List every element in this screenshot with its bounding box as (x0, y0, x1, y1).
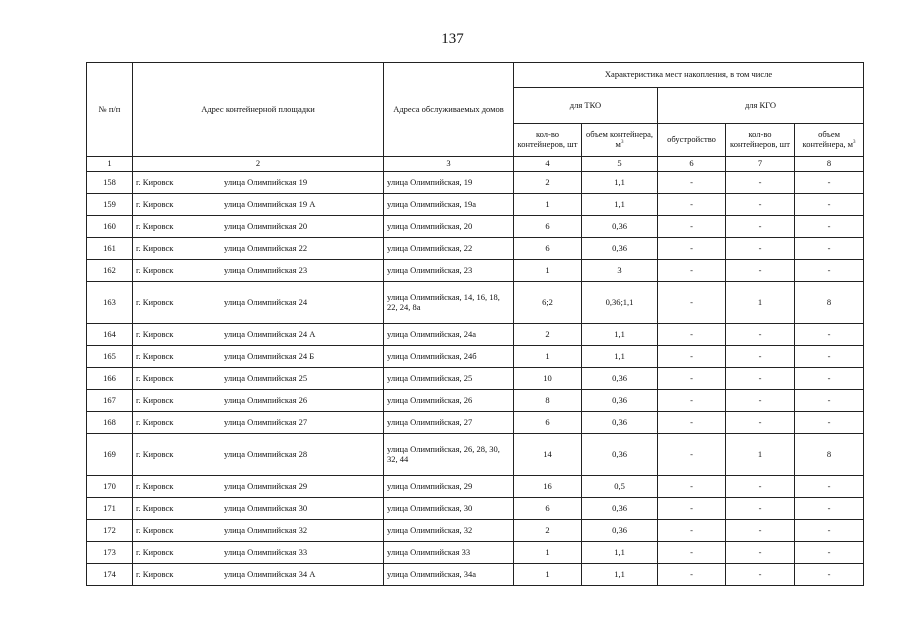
kgo-count: - (726, 172, 795, 194)
header-tko-count: кол-во контейнеров, шт (514, 124, 582, 157)
served-houses: улица Олимпийская, 25 (384, 368, 514, 390)
kgo-volume: - (795, 346, 864, 368)
site-city: г. Кировск (136, 546, 174, 557)
served-houses: улица Олимпийская, 19 (384, 172, 514, 194)
served-houses: улица Олимпийская, 24б (384, 346, 514, 368)
served-houses: улица Олимпийская, 20 (384, 216, 514, 238)
site-street: улица Олимпийская 24 (224, 296, 308, 307)
tko-count: 1 (514, 542, 582, 564)
column-index: 5 (582, 157, 658, 172)
served-houses: улица Олимпийская, 23 (384, 260, 514, 282)
site-address (133, 238, 384, 260)
site-street: улица Олимпийская 24 А (224, 328, 316, 339)
site-street: улица Олимпийская 33 (224, 546, 308, 557)
kgo-volume: 8 (795, 434, 864, 476)
kgo-equip: - (658, 498, 726, 520)
site-address (133, 260, 384, 282)
row-number: 168 (87, 412, 133, 434)
row-number: 164 (87, 324, 133, 346)
site-city: г. Кировск (136, 264, 174, 275)
kgo-volume: 8 (795, 282, 864, 324)
tko-volume: 1,1 (582, 564, 658, 586)
tko-volume: 0,36 (582, 390, 658, 412)
column-index: 2 (133, 157, 384, 172)
site-address (133, 194, 384, 216)
site-city: г. Кировск (136, 372, 174, 383)
kgo-count: - (726, 238, 795, 260)
site-address (133, 216, 384, 238)
table-row (87, 412, 864, 434)
kgo-volume: - (795, 368, 864, 390)
site-address (133, 346, 384, 368)
kgo-volume: - (795, 498, 864, 520)
row-number: 161 (87, 238, 133, 260)
header-characteristic: Характеристика мест накопления, в том числе (514, 63, 864, 88)
table-row (87, 476, 864, 498)
tko-count: 6;2 (514, 282, 582, 324)
site-street: улица Олимпийская 25 (224, 372, 308, 383)
tko-volume: 1,1 (582, 324, 658, 346)
kgo-volume: - (795, 194, 864, 216)
table-row (87, 498, 864, 520)
column-index: 3 (384, 157, 514, 172)
kgo-volume: - (795, 216, 864, 238)
kgo-volume: - (795, 412, 864, 434)
tko-volume: 0,36;1,1 (582, 282, 658, 324)
kgo-count: - (726, 542, 795, 564)
served-houses: улица Олимпийская, 27 (384, 412, 514, 434)
site-city: г. Кировск (136, 448, 174, 459)
site-street: улица Олимпийская 27 (224, 416, 308, 427)
served-houses: улица Олимпийская, 26, 28, 30, 32, 44 (384, 434, 514, 476)
site-address (133, 498, 384, 520)
row-number: 170 (87, 476, 133, 498)
site-city: г. Кировск (136, 350, 174, 361)
served-houses: улица Олимпийская 33 (384, 542, 514, 564)
kgo-count: - (726, 520, 795, 542)
tko-count: 8 (514, 390, 582, 412)
served-houses: улица Олимпийская, 19а (384, 194, 514, 216)
site-address (133, 368, 384, 390)
header-kgo-volume: объем контейнера, $м^3$ (795, 124, 864, 157)
row-number: 167 (87, 390, 133, 412)
site-city: г. Кировск (136, 502, 174, 513)
row-number: 174 (87, 564, 133, 586)
column-index: 4 (514, 157, 582, 172)
row-number: 159 (87, 194, 133, 216)
site-street: улица Олимпийская 28 (224, 448, 308, 459)
tko-volume: 0,36 (582, 520, 658, 542)
site-city: г. Кировск (136, 524, 174, 535)
served-houses: улица Олимпийская, 26 (384, 390, 514, 412)
row-number: 173 (87, 542, 133, 564)
site-address (133, 434, 384, 476)
row-number: 171 (87, 498, 133, 520)
kgo-volume: - (795, 476, 864, 498)
site-street: улица Олимпийская 24 Б (224, 350, 315, 361)
tko-count: 2 (514, 324, 582, 346)
site-street: улица Олимпийская 32 (224, 524, 308, 535)
kgo-equip: - (658, 412, 726, 434)
row-number: 165 (87, 346, 133, 368)
row-number: 163 (87, 282, 133, 324)
site-address (133, 172, 384, 194)
kgo-volume: - (795, 390, 864, 412)
served-houses: улица Олимпийская, 29 (384, 476, 514, 498)
kgo-equip: - (658, 476, 726, 498)
table-row (87, 260, 864, 282)
kgo-count: - (726, 498, 795, 520)
tko-volume: 1,1 (582, 542, 658, 564)
column-index: 7 (726, 157, 795, 172)
tko-count: 1 (514, 194, 582, 216)
tko-count: 14 (514, 434, 582, 476)
tko-volume: 0,36 (582, 434, 658, 476)
tko-volume: 0,36 (582, 412, 658, 434)
kgo-equip: - (658, 238, 726, 260)
kgo-count: - (726, 194, 795, 216)
site-city: г. Кировск (136, 198, 174, 209)
site-city: г. Кировск (136, 394, 174, 405)
row-number: 162 (87, 260, 133, 282)
kgo-equip: - (658, 216, 726, 238)
kgo-volume: - (795, 172, 864, 194)
row-number: 160 (87, 216, 133, 238)
tko-volume: 1,1 (582, 346, 658, 368)
tko-count: 6 (514, 412, 582, 434)
site-city: г. Кировск (136, 220, 174, 231)
header-served: Адреса обслуживаемых домов (384, 63, 514, 157)
served-houses: улица Олимпийская, 24а (384, 324, 514, 346)
table-row (87, 282, 864, 324)
kgo-count: - (726, 346, 795, 368)
site-city: г. Кировск (136, 242, 174, 253)
kgo-count: - (726, 564, 795, 586)
kgo-volume: - (795, 260, 864, 282)
site-street: улица Олимпийская 26 (224, 394, 308, 405)
header-address: Адрес контейнерной площадки (133, 63, 384, 157)
table-row (87, 520, 864, 542)
site-address (133, 520, 384, 542)
tko-count: 1 (514, 346, 582, 368)
site-street: улица Олимпийская 34 А (224, 568, 316, 579)
table-row (87, 238, 864, 260)
site-street: улица Олимпийская 19 А (224, 198, 316, 209)
site-address (133, 476, 384, 498)
kgo-equip: - (658, 172, 726, 194)
kgo-count: 1 (726, 434, 795, 476)
served-houses: улица Олимпийская, 32 (384, 520, 514, 542)
kgo-volume: - (795, 542, 864, 564)
kgo-equip: - (658, 564, 726, 586)
kgo-equip: - (658, 324, 726, 346)
site-street: улица Олимпийская 19 (224, 176, 308, 187)
site-street: улица Олимпийская 29 (224, 480, 308, 491)
tko-volume: 0,36 (582, 238, 658, 260)
site-street: улица Олимпийская 23 (224, 264, 308, 275)
tko-volume: 0,36 (582, 498, 658, 520)
kgo-equip: - (658, 520, 726, 542)
table-row (87, 346, 864, 368)
site-city: г. Кировск (136, 416, 174, 427)
column-index: 1 (87, 157, 133, 172)
tko-volume: 3 (582, 260, 658, 282)
header-kgo-count: кол-во контейнеров, шт (726, 124, 795, 157)
kgo-equip: - (658, 390, 726, 412)
site-address (133, 564, 384, 586)
table-row (87, 564, 864, 586)
kgo-count: - (726, 324, 795, 346)
header-num: № п/п (87, 63, 133, 157)
header-tko: для ТКО (514, 88, 658, 124)
container-sites-table (86, 62, 864, 586)
served-houses: улица Олимпийская, 30 (384, 498, 514, 520)
table-row (87, 368, 864, 390)
site-address (133, 542, 384, 564)
table-row (87, 542, 864, 564)
kgo-equip: - (658, 194, 726, 216)
table-body (87, 172, 864, 586)
tko-volume: 0,36 (582, 216, 658, 238)
page-number: 137 (441, 31, 464, 47)
kgo-count: - (726, 412, 795, 434)
table-row (87, 216, 864, 238)
kgo-volume: - (795, 238, 864, 260)
tko-count: 6 (514, 238, 582, 260)
tko-count: 2 (514, 520, 582, 542)
table-row (87, 324, 864, 346)
table-row (87, 172, 864, 194)
site-city: г. Кировск (136, 480, 174, 491)
served-houses: улица Олимпийская, 14, 16, 18, 22, 24, 8а (384, 282, 514, 324)
tko-volume: 1,1 (582, 172, 658, 194)
tko-count: 1 (514, 564, 582, 586)
kgo-count: - (726, 216, 795, 238)
header-kgo-equip: обустройство (658, 124, 726, 157)
kgo-count: - (726, 390, 795, 412)
site-street: улица Олимпийская 20 (224, 220, 308, 231)
kgo-equip: - (658, 368, 726, 390)
kgo-equip: - (658, 346, 726, 368)
row-number: 172 (87, 520, 133, 542)
site-address (133, 412, 384, 434)
tko-count: 10 (514, 368, 582, 390)
kgo-equip: - (658, 434, 726, 476)
site-address (133, 390, 384, 412)
site-city: г. Кировск (136, 328, 174, 339)
site-address (133, 324, 384, 346)
site-city: г. Кировск (136, 296, 174, 307)
kgo-equip: - (658, 542, 726, 564)
site-street: улица Олимпийская 22 (224, 242, 308, 253)
tko-count: 1 (514, 260, 582, 282)
kgo-volume: - (795, 520, 864, 542)
tko-count: 2 (514, 172, 582, 194)
row-number: 158 (87, 172, 133, 194)
site-address (133, 282, 384, 324)
kgo-volume: - (795, 324, 864, 346)
column-index: 8 (795, 157, 864, 172)
kgo-count: 1 (726, 282, 795, 324)
tko-volume: 1,1 (582, 194, 658, 216)
kgo-equip: - (658, 282, 726, 324)
row-number: 166 (87, 368, 133, 390)
table-row (87, 194, 864, 216)
table-row (87, 390, 864, 412)
tko-count: 6 (514, 216, 582, 238)
row-number: 169 (87, 434, 133, 476)
site-street: улица Олимпийская 30 (224, 502, 308, 513)
kgo-count: - (726, 368, 795, 390)
kgo-count: - (726, 476, 795, 498)
tko-volume: 0,5 (582, 476, 658, 498)
header-kgo: для КГО (658, 88, 864, 124)
served-houses: улица Олимпийская, 34а (384, 564, 514, 586)
site-city: г. Кировск (136, 176, 174, 187)
kgo-equip: - (658, 260, 726, 282)
tko-volume: 0,36 (582, 368, 658, 390)
tko-count: 6 (514, 498, 582, 520)
table-row (87, 434, 864, 476)
site-city: г. Кировск (136, 568, 174, 579)
header-tko-volume: объем контейнера, $м^3$ (582, 124, 658, 157)
kgo-count: - (726, 260, 795, 282)
column-index-row (87, 157, 864, 172)
column-index: 6 (658, 157, 726, 172)
kgo-volume: - (795, 564, 864, 586)
served-houses: улица Олимпийская, 22 (384, 238, 514, 260)
tko-count: 16 (514, 476, 582, 498)
